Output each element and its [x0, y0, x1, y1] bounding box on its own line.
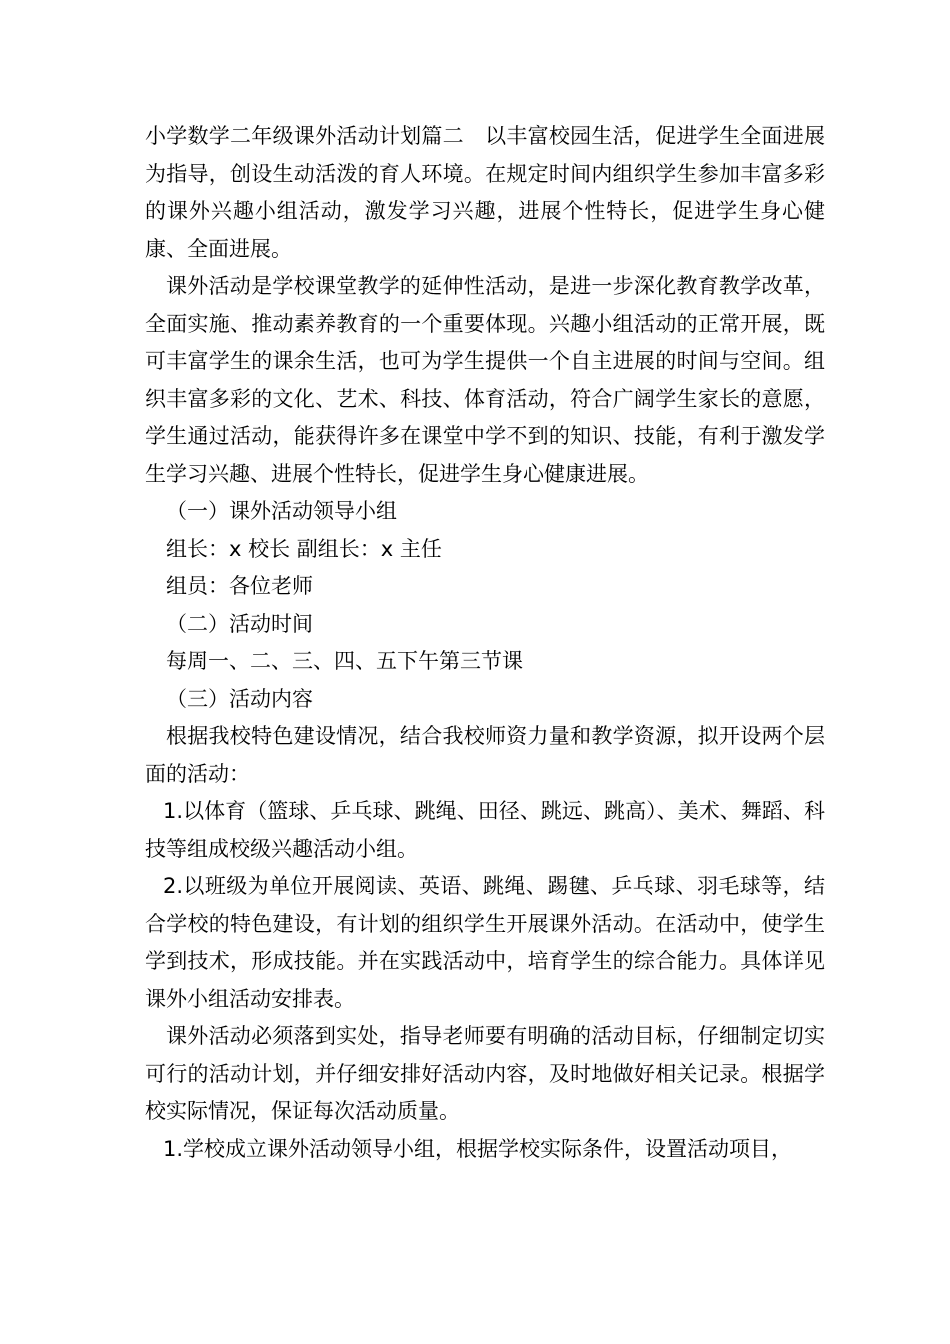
section-heading-leadership: （一）课外活动领导小组	[166, 499, 397, 523]
members-line: 组员：各位老师	[166, 574, 313, 598]
document-body	[145, 118, 825, 1168]
section-heading-content: （三）活动内容	[166, 686, 313, 711]
leader-line: 组长：x 校长 副组长：x 主任	[166, 536, 442, 561]
list-item-school-level: 1.以体育（篮球、乒乓球、跳绳、田径、跳远、跳高）、美术、舞蹈、科技等组成校级兴趣活动小组。	[145, 799, 825, 861]
requirements-paragraph: 课外活动必须落到实处，指导老师要有明确的活动目标，仔细制定切实可行的活动计划，并仔细安排好活动内容，及时地做好相关记录。根据学校实际情况，保证每次活动质量。	[145, 1024, 825, 1123]
purpose-paragraph: 课外活动是学校课堂教学的延伸性活动，是进一步深化教育教学改革，全面实施、推动素养教育的一个重要体现。兴趣小组活动的正常开展，既可丰富学生的课余生活，也可为学生提供一个自主进展的时间与空间。组织丰富多彩的文化、艺术、科技、体育活动，符合广阔学生家长的意愿，学生通过活动，能获得许多在课堂中学不到的知识、技能，有利于激发学生学习兴趣、进展个性特长，促进学生身心健康进展。	[145, 274, 825, 486]
intro-paragraph: 小学数学二年级课外活动计划篇二 以丰富校园生活，促进学生全面进展为指导，创设生动活泼的育人环境。在规定时间内组织学生参加丰富多彩的课外兴趣小组活动，激发学习兴趣，进展个性特长，促进学生身心健康、全面进展。	[145, 124, 825, 261]
content-intro-paragraph: 根据我校特色建设情况，结合我校师资力量和教学资源，拟开设两个层面的活动：	[145, 724, 825, 786]
section-heading-time: （二）活动时间	[166, 611, 313, 636]
list-item-measures: 1.学校成立课外活动领导小组，根据学校实际条件，设置活动项目，	[163, 1136, 793, 1161]
list-item-class-level: 2.以班级为单位开展阅读、英语、跳绳、踢毽、乒乓球、羽毛球等，结合学校的特色建设，有计划的组织学生开展课外活动。在活动中，使学生学到技术，形成技能。并在实践活动中，培育学生的综合能力。具体详见课外小组活动安排表。	[145, 874, 825, 1011]
schedule-line: 每周一、二、三、四、五下午第三节课	[166, 649, 523, 673]
